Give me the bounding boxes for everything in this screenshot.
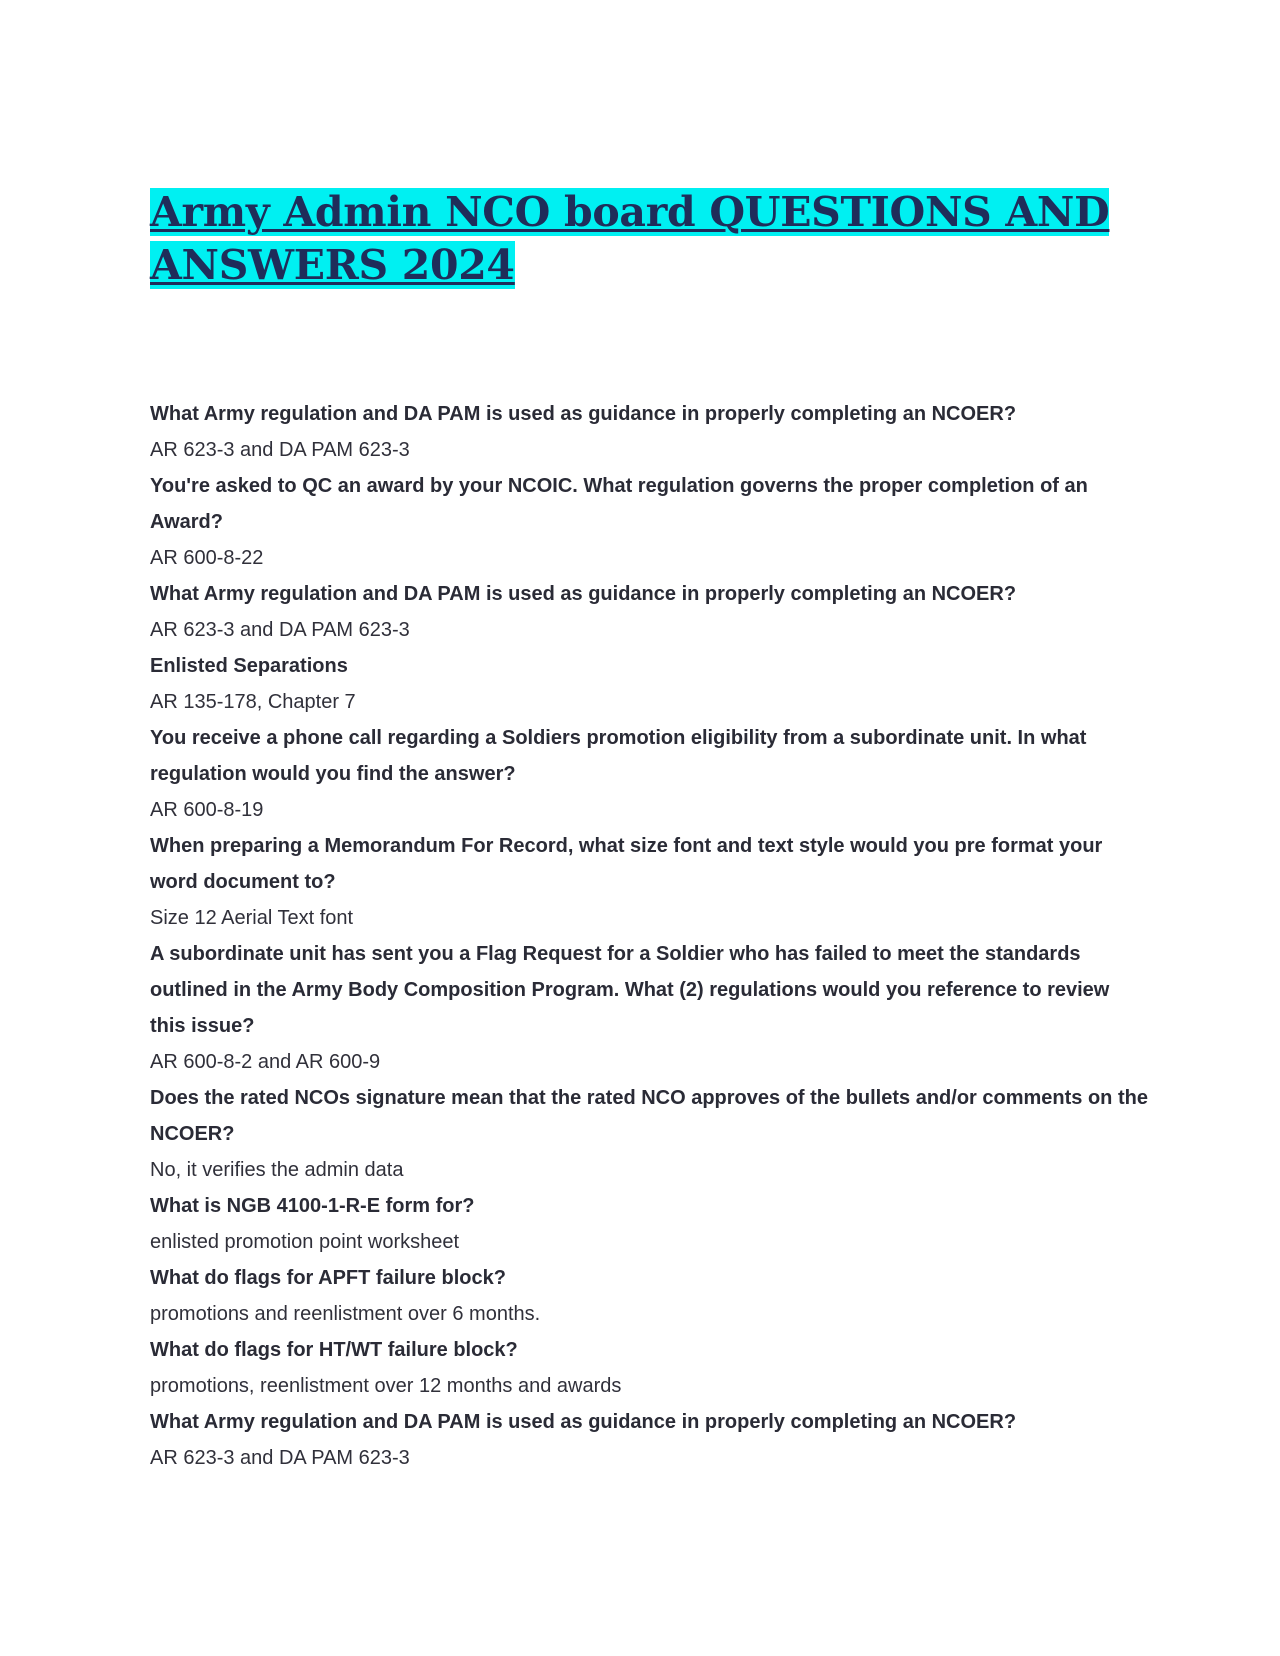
- answer: No, it verifies the admin data: [150, 1159, 404, 1181]
- qa-item: [150, 1188, 1150, 1260]
- question: What Army regulation and DA PAM is used as guidance in properly completing an NCOER?: [150, 583, 1017, 605]
- title-highlight: [150, 188, 1109, 289]
- qa-item: [150, 396, 1150, 468]
- qa-item: [150, 1260, 1150, 1332]
- qa-item: [150, 1404, 1150, 1476]
- qa-item: [150, 720, 1150, 828]
- answer: AR 600-8-19: [150, 799, 264, 821]
- question: What do flags for APFT failure block?: [150, 1267, 506, 1289]
- document-page: [150, 186, 1150, 1469]
- question: What is NGB 4100-1-R-E form for?: [150, 1195, 475, 1217]
- answer: promotions and reenlistment over 6 months.: [150, 1303, 541, 1325]
- answer: promotions, reenlistment over 12 months and awards: [150, 1375, 622, 1397]
- qa-item: [150, 1332, 1150, 1404]
- title-line-2: ANSWERS 2024: [150, 241, 515, 289]
- qa-item: [150, 936, 1150, 1080]
- answer: AR 623-3 and DA PAM 623-3: [150, 439, 410, 461]
- question: Does the rated NCOs signature mean that the rated NCO approves of the bullets and/or comments on the NCOER?: [150, 1087, 1148, 1145]
- question: You receive a phone call regarding a Soldiers promotion eligibility from a subordinate unit. In what regulation would you find the answer?: [150, 727, 1087, 785]
- qa-item: [150, 648, 1150, 720]
- question: When preparing a Memorandum For Record, what size font and text style would you pre format your word document to?: [150, 835, 1103, 893]
- answer: AR 135-178, Chapter 7: [150, 691, 356, 713]
- answer: Size 12 Aerial Text font: [150, 907, 354, 929]
- document-title: [150, 186, 1150, 292]
- answer: AR 623-3 and DA PAM 623-3: [150, 619, 410, 641]
- question: What Army regulation and DA PAM is used as guidance in properly completing an NCOER?: [150, 1411, 1017, 1433]
- qa-item: [150, 1080, 1150, 1188]
- question: Enlisted Separations: [150, 655, 348, 677]
- answer: enlisted promotion point worksheet: [150, 1231, 460, 1253]
- question: You're asked to QC an award by your NCOIC. What regulation governs the proper completion of an Award?: [150, 475, 1088, 533]
- answer: AR 600-8-2 and AR 600-9: [150, 1051, 381, 1073]
- qa-item: [150, 576, 1150, 648]
- answer: AR 623-3 and DA PAM 623-3: [150, 1447, 410, 1469]
- qa-item: [150, 828, 1150, 936]
- title-line-1: Army Admin NCO board QUESTIONS AND: [150, 188, 1110, 236]
- question: What do flags for HT/WT failure block?: [150, 1339, 518, 1361]
- question: What Army regulation and DA PAM is used as guidance in properly completing an NCOER?: [150, 403, 1017, 425]
- question: A subordinate unit has sent you a Flag Request for a Soldier who has failed to meet the standards outlined in the Army Body Composition Program. What (2) regulations would you reference to review this issue?: [150, 943, 1110, 1037]
- answer: AR 600-8-22: [150, 547, 264, 569]
- qa-list: [150, 396, 1150, 1476]
- qa-item: [150, 468, 1150, 576]
